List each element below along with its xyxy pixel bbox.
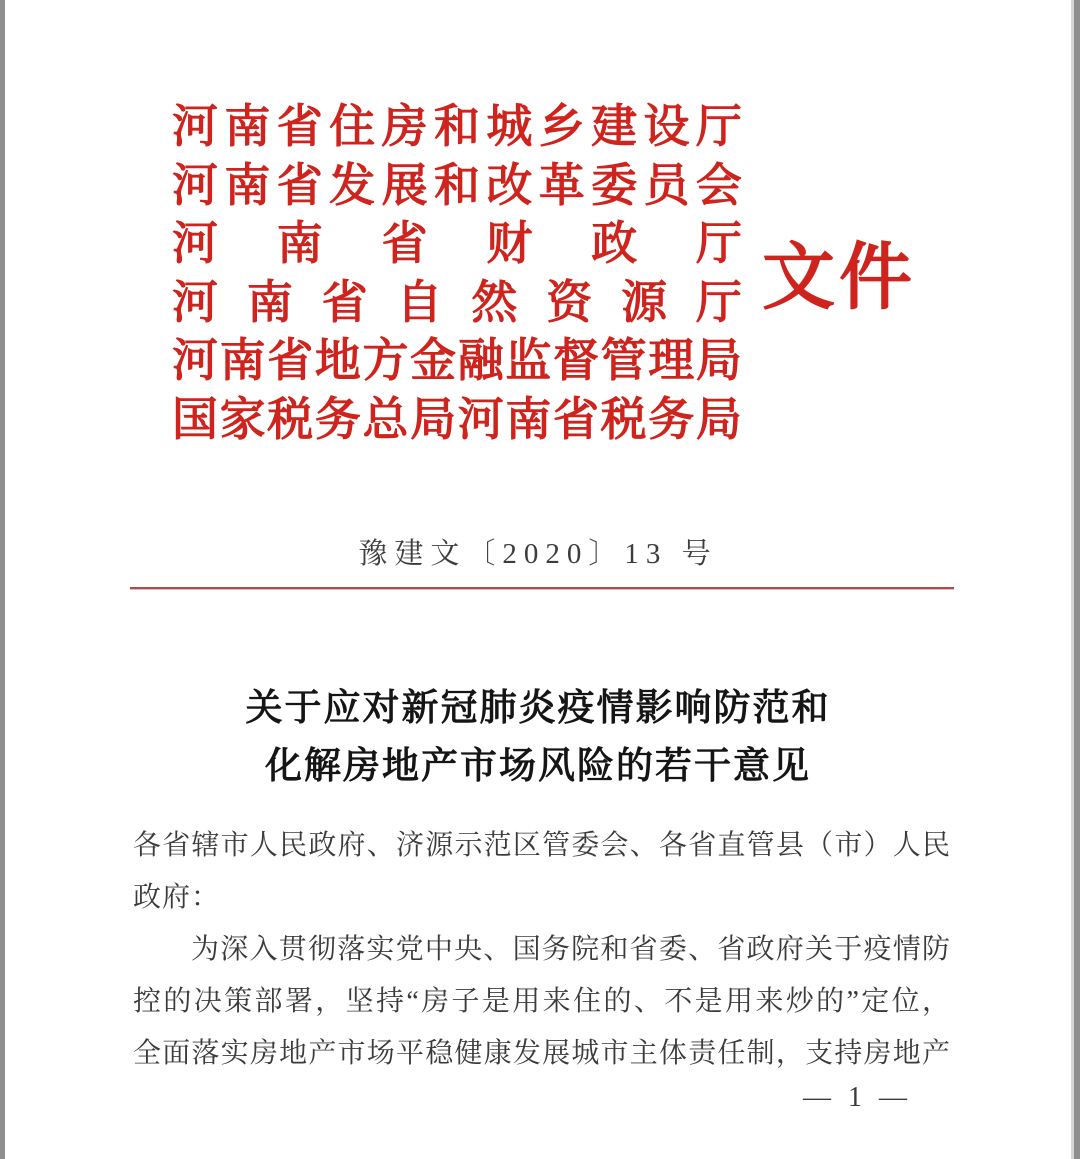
agency-name-natural-resources: 河 南 省 自 然 资 源 厅	[172, 276, 742, 328]
salutation-line: 各省辖市人民政府、济源示范区管委会、各省直管县（市）人民	[133, 830, 951, 861]
agency-name-taxation: 国 家 税 务 总 局 河 南 省 税 务 局	[172, 393, 742, 445]
document-title-line2: 化解房地产市场风险的若干意见	[265, 746, 811, 787]
document-title	[5, 680, 1071, 796]
paragraph-line: 全面落实房地产市场平稳健康发展城市主体责任制，支持房地产	[133, 1038, 951, 1069]
scanned-document-page	[5, 0, 1074, 1159]
letterhead-issuing-agencies	[172, 94, 742, 445]
salutation-line: 政府：	[133, 882, 221, 913]
document-title-line1: 关于应对新冠肺炎疫情影响防范和	[245, 688, 831, 729]
agency-name-financial-supervision: 河 南 省 地 方 金 融 监 督 管 理 局	[172, 335, 742, 387]
agency-name-development-reform: 河 南 省 发 展 和 改 革 委 员 会	[172, 159, 742, 211]
paragraph-line: 为深入贯彻落实党中央、国务院和省委、省政府关于疫情防	[191, 934, 951, 965]
page-number: — 1 —	[803, 1082, 912, 1113]
paragraph-line: 控的决策部署，坚持“房子是用来住的、不是用来炒的”定位，	[133, 986, 951, 1017]
agency-name-finance: 河 南 省 财 政 厅	[172, 218, 742, 270]
agency-name-housing-urban-rural: 河 南 省 住 房 和 城 乡 建 设 厅	[172, 101, 742, 153]
document-reference-number: 豫建文〔2020〕13 号	[358, 538, 718, 570]
document-body	[133, 820, 951, 1080]
document-label: 文件	[762, 237, 916, 318]
letterhead-divider-line	[130, 587, 954, 590]
